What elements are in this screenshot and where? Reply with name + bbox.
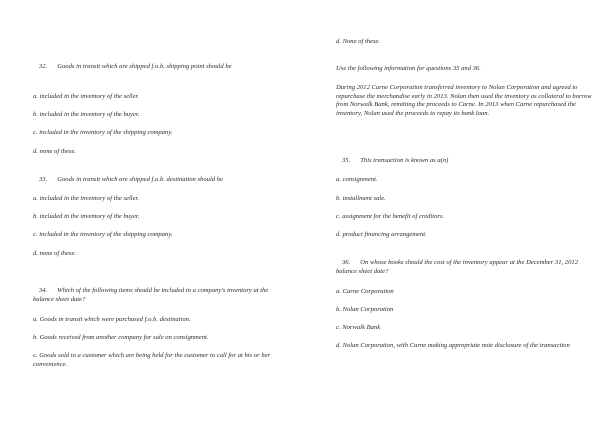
option-a: a. Carne Corporation xyxy=(336,288,394,295)
question-number: 34. xyxy=(39,287,48,294)
question-35 xyxy=(336,157,598,166)
option-b: b. installment sale. xyxy=(336,195,386,202)
question-number: 35. xyxy=(342,157,351,164)
info-intro: Use the following information for questions 35 and 36. xyxy=(336,65,481,72)
question-32 xyxy=(33,63,288,72)
option-b: b. included in the inventory of the buyer. xyxy=(33,213,140,220)
option-b: b. Goods received from another company for sale on consignment. xyxy=(33,334,209,341)
option-b: b. Nolan Corporation xyxy=(336,306,394,313)
option-c: c. included in the inventory of the shipping company. xyxy=(33,231,173,238)
option-d: d. product financing arrangement. xyxy=(336,231,427,238)
option-a: a. included in the inventory of the seller. xyxy=(33,93,140,100)
question-text: Which of the following items should be included in a company's inventory at the balance sheet date? xyxy=(33,287,269,303)
question-number: 32. xyxy=(39,63,48,70)
option-a: a. included in the inventory of the seller. xyxy=(33,195,140,202)
question-34 xyxy=(33,287,288,304)
question-number: 33. xyxy=(39,176,48,183)
option-b: b. included in the inventory of the buyer. xyxy=(33,111,140,118)
question-number: 36. xyxy=(342,259,351,266)
option-d: d. none of these. xyxy=(33,148,77,155)
option-c: c. included in the inventory of the shipping company. xyxy=(33,129,173,136)
previous-option-d: d. None of these. xyxy=(336,38,381,45)
question-text: Goods in transit which are shipped f.o.b. destination should be xyxy=(57,176,223,183)
question-text: Goods in transit which are shipped f.o.b. shipping point should be xyxy=(57,63,232,70)
option-c: c. Norwalk Bank xyxy=(336,324,381,331)
question-36 xyxy=(336,259,598,276)
question-33 xyxy=(33,176,288,185)
info-paragraph: During 2012 Carne Corporation transferred inventory to Nolan Corporation and agreed to repurchase the merchandise early in 2013. Nolan then used the inventory as collateral to borrow from Norwalk Bank, remitting the proceeds to Carne. In 2013 when Carne repurchased the inventory, Nolan used the proceeds to repay its bank loan. xyxy=(336,84,592,117)
option-d: d. Nolan Corporation, with Carne making appropriate note disclosure of the transaction xyxy=(336,342,570,349)
option-a: a. Goods in transit which were purchased f.o.b. destination. xyxy=(33,316,191,323)
question-text: This transaction is known as a(n) xyxy=(360,157,449,164)
option-d: d. none of these. xyxy=(33,250,77,257)
question-text: On whose books should the cost of the inventory appear at the December 31, 2012 balance sheet date? xyxy=(336,259,578,275)
option-c: c. assignment for the benefit of creditors. xyxy=(336,213,445,220)
option-c: c. Goods sold to a customer which are being held for the customer to call for at his or her convenience. xyxy=(33,352,271,368)
option-a: a. consignment. xyxy=(336,176,378,183)
